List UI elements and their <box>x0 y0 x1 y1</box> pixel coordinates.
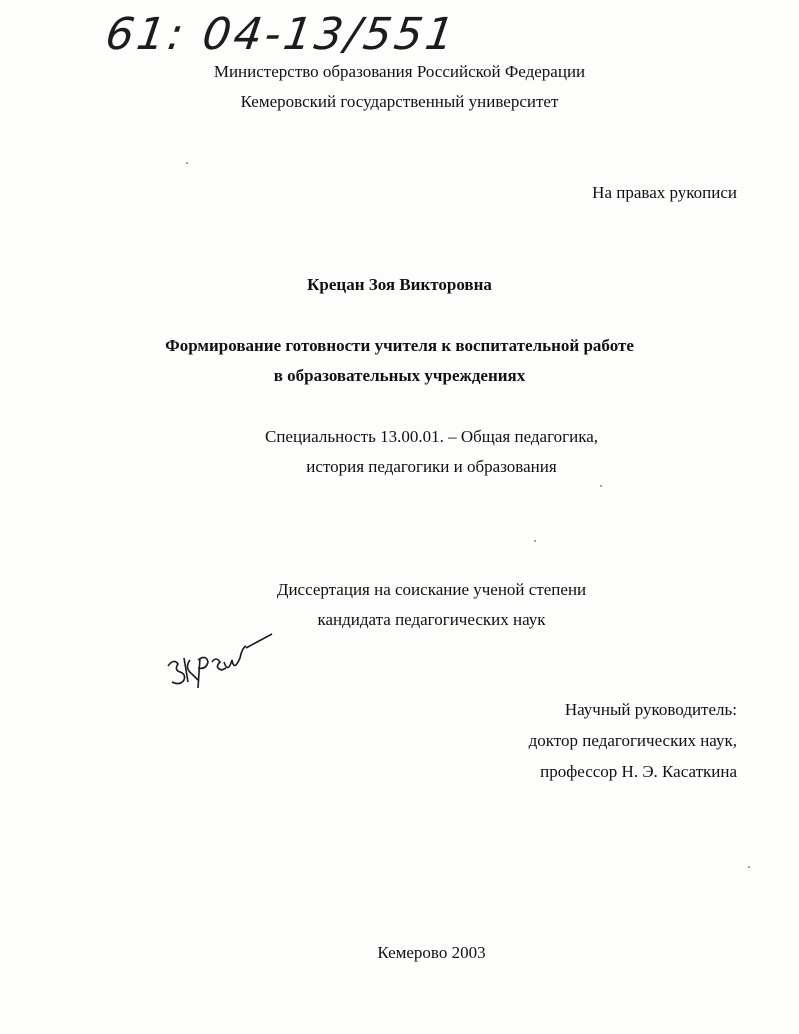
city-year: Кемерово 2003 <box>377 943 486 962</box>
specialty-line-2: история педагогики и образования <box>306 457 557 476</box>
scan-speck <box>534 540 536 542</box>
manuscript-note: На правах рукописи <box>592 183 737 202</box>
handwritten-archive-number: 61: 04-13/551 <box>102 9 461 60</box>
scan-speck <box>748 866 750 868</box>
dissertation-title-line-1: Формирование готовности учителя к воспитательной работе <box>165 336 634 355</box>
ministry-name: Министерство образования Российской Федерации <box>213 62 586 81</box>
supervisor-name: профессор Н. Э. Касаткина <box>540 762 737 781</box>
supervisor-label: Научный руководитель: <box>564 700 737 719</box>
university-name: Кемеровский государственный университет <box>240 92 559 111</box>
author-name: Крецан Зоя Викторовна <box>307 275 492 294</box>
degree-line-1: Диссертация на соискание ученой степени <box>276 580 587 599</box>
scan-speck <box>186 162 188 164</box>
degree-line-2: кандидата педагогических наук <box>317 610 546 629</box>
handwritten-signature <box>160 618 280 698</box>
dissertation-title-line-2: в образовательных учреждениях <box>273 366 526 385</box>
specialty-line-1: Специальность 13.00.01. – Общая педагогика, <box>264 427 599 446</box>
scan-speck <box>600 485 602 487</box>
supervisor-degree: доктор педагогических наук, <box>528 731 737 750</box>
